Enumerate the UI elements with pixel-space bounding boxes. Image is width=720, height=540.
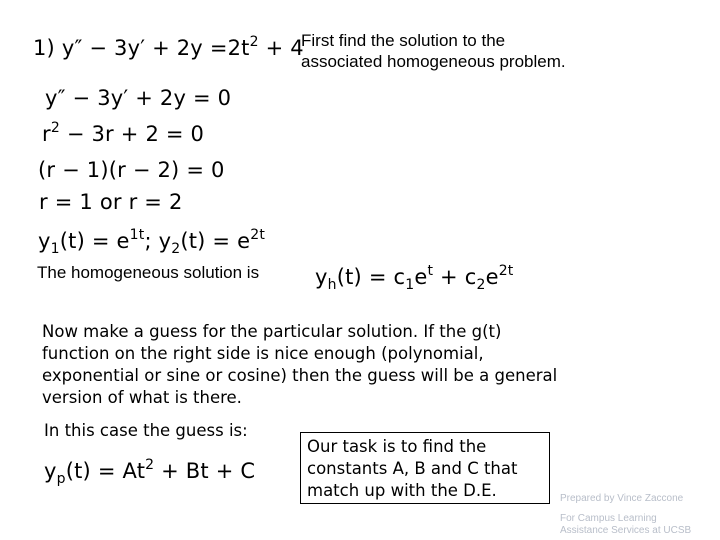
y2-symbol: ; y (144, 229, 172, 253)
e2-symbol: e (485, 265, 499, 289)
char-r: r (42, 122, 51, 146)
homogeneous-equation: y″ − 3y′ + 2y = 0 (45, 86, 232, 110)
y1-mid: (t) = e (59, 229, 130, 253)
char-exponent: 2 (50, 120, 60, 136)
guess-rest: + Bt + C (154, 459, 256, 483)
char-rest: − 3r + 2 = 0 (59, 122, 205, 146)
credit-line1: Prepared by Vince Zaccone (560, 493, 684, 504)
homogeneous-note (301, 30, 566, 72)
guess-exponent: 2 (145, 457, 155, 473)
y2-subscript: 2 (171, 241, 181, 257)
guess-mid: (t) = At (65, 459, 146, 483)
credits (560, 493, 691, 537)
y1-symbol: y (38, 229, 51, 253)
credit-line2: For Campus Learning (560, 513, 657, 524)
yh-symbol: y (315, 265, 328, 289)
e1-symbol: e (414, 265, 428, 289)
c1-subscript: 1 (405, 277, 415, 293)
task-box: Our task is to find the constants A, B and C that match up with the D.E. (300, 432, 550, 504)
homogeneous-note-line1: First find the solution to the (301, 31, 506, 50)
c2-subscript: 2 (476, 277, 486, 293)
y1-exponent: 1t (129, 227, 145, 243)
yh-mid: (t) = c (336, 265, 406, 289)
homogeneous-solution (315, 263, 514, 293)
yp-symbol: y (44, 459, 57, 483)
factored-equation: (r − 1)(r − 2) = 0 (38, 158, 225, 182)
problem-equation (33, 36, 304, 60)
homogeneous-solution-label: The homogeneous solution is (37, 263, 260, 282)
problem-prefix: 1) y″ − 3y′ + 2y =2t (33, 36, 250, 60)
problem-exponent: 2 (249, 34, 259, 50)
y2-exponent: 2t (250, 227, 266, 243)
particular-guess (44, 457, 256, 487)
y2-mid: (t) = e (180, 229, 251, 253)
fundamental-solutions (38, 227, 266, 257)
homogeneous-note-line2: associated homogeneous problem. (301, 52, 566, 71)
problem-suffix: + 4 (258, 36, 304, 60)
e2-exponent: 2t (498, 263, 514, 279)
characteristic-equation (42, 122, 204, 146)
credit-line3: Assistance Services at UCSB (560, 525, 692, 536)
e1-exponent: t (427, 263, 434, 279)
particular-solution-paragraph: Now make a guess for the particular solution. If the g(t) function on the right side is nice enough (polynomial, exponential or sine or cosine) then the guess will be a general version of what is there. (42, 322, 558, 407)
yp-subscript: p (56, 471, 66, 487)
roots-line: r = 1 or r = 2 (39, 190, 183, 214)
guess-label: In this case the guess is: (44, 421, 248, 440)
yh-subscript: h (327, 277, 337, 293)
plus-c2: + c (433, 265, 477, 289)
y1-subscript: 1 (50, 241, 60, 257)
